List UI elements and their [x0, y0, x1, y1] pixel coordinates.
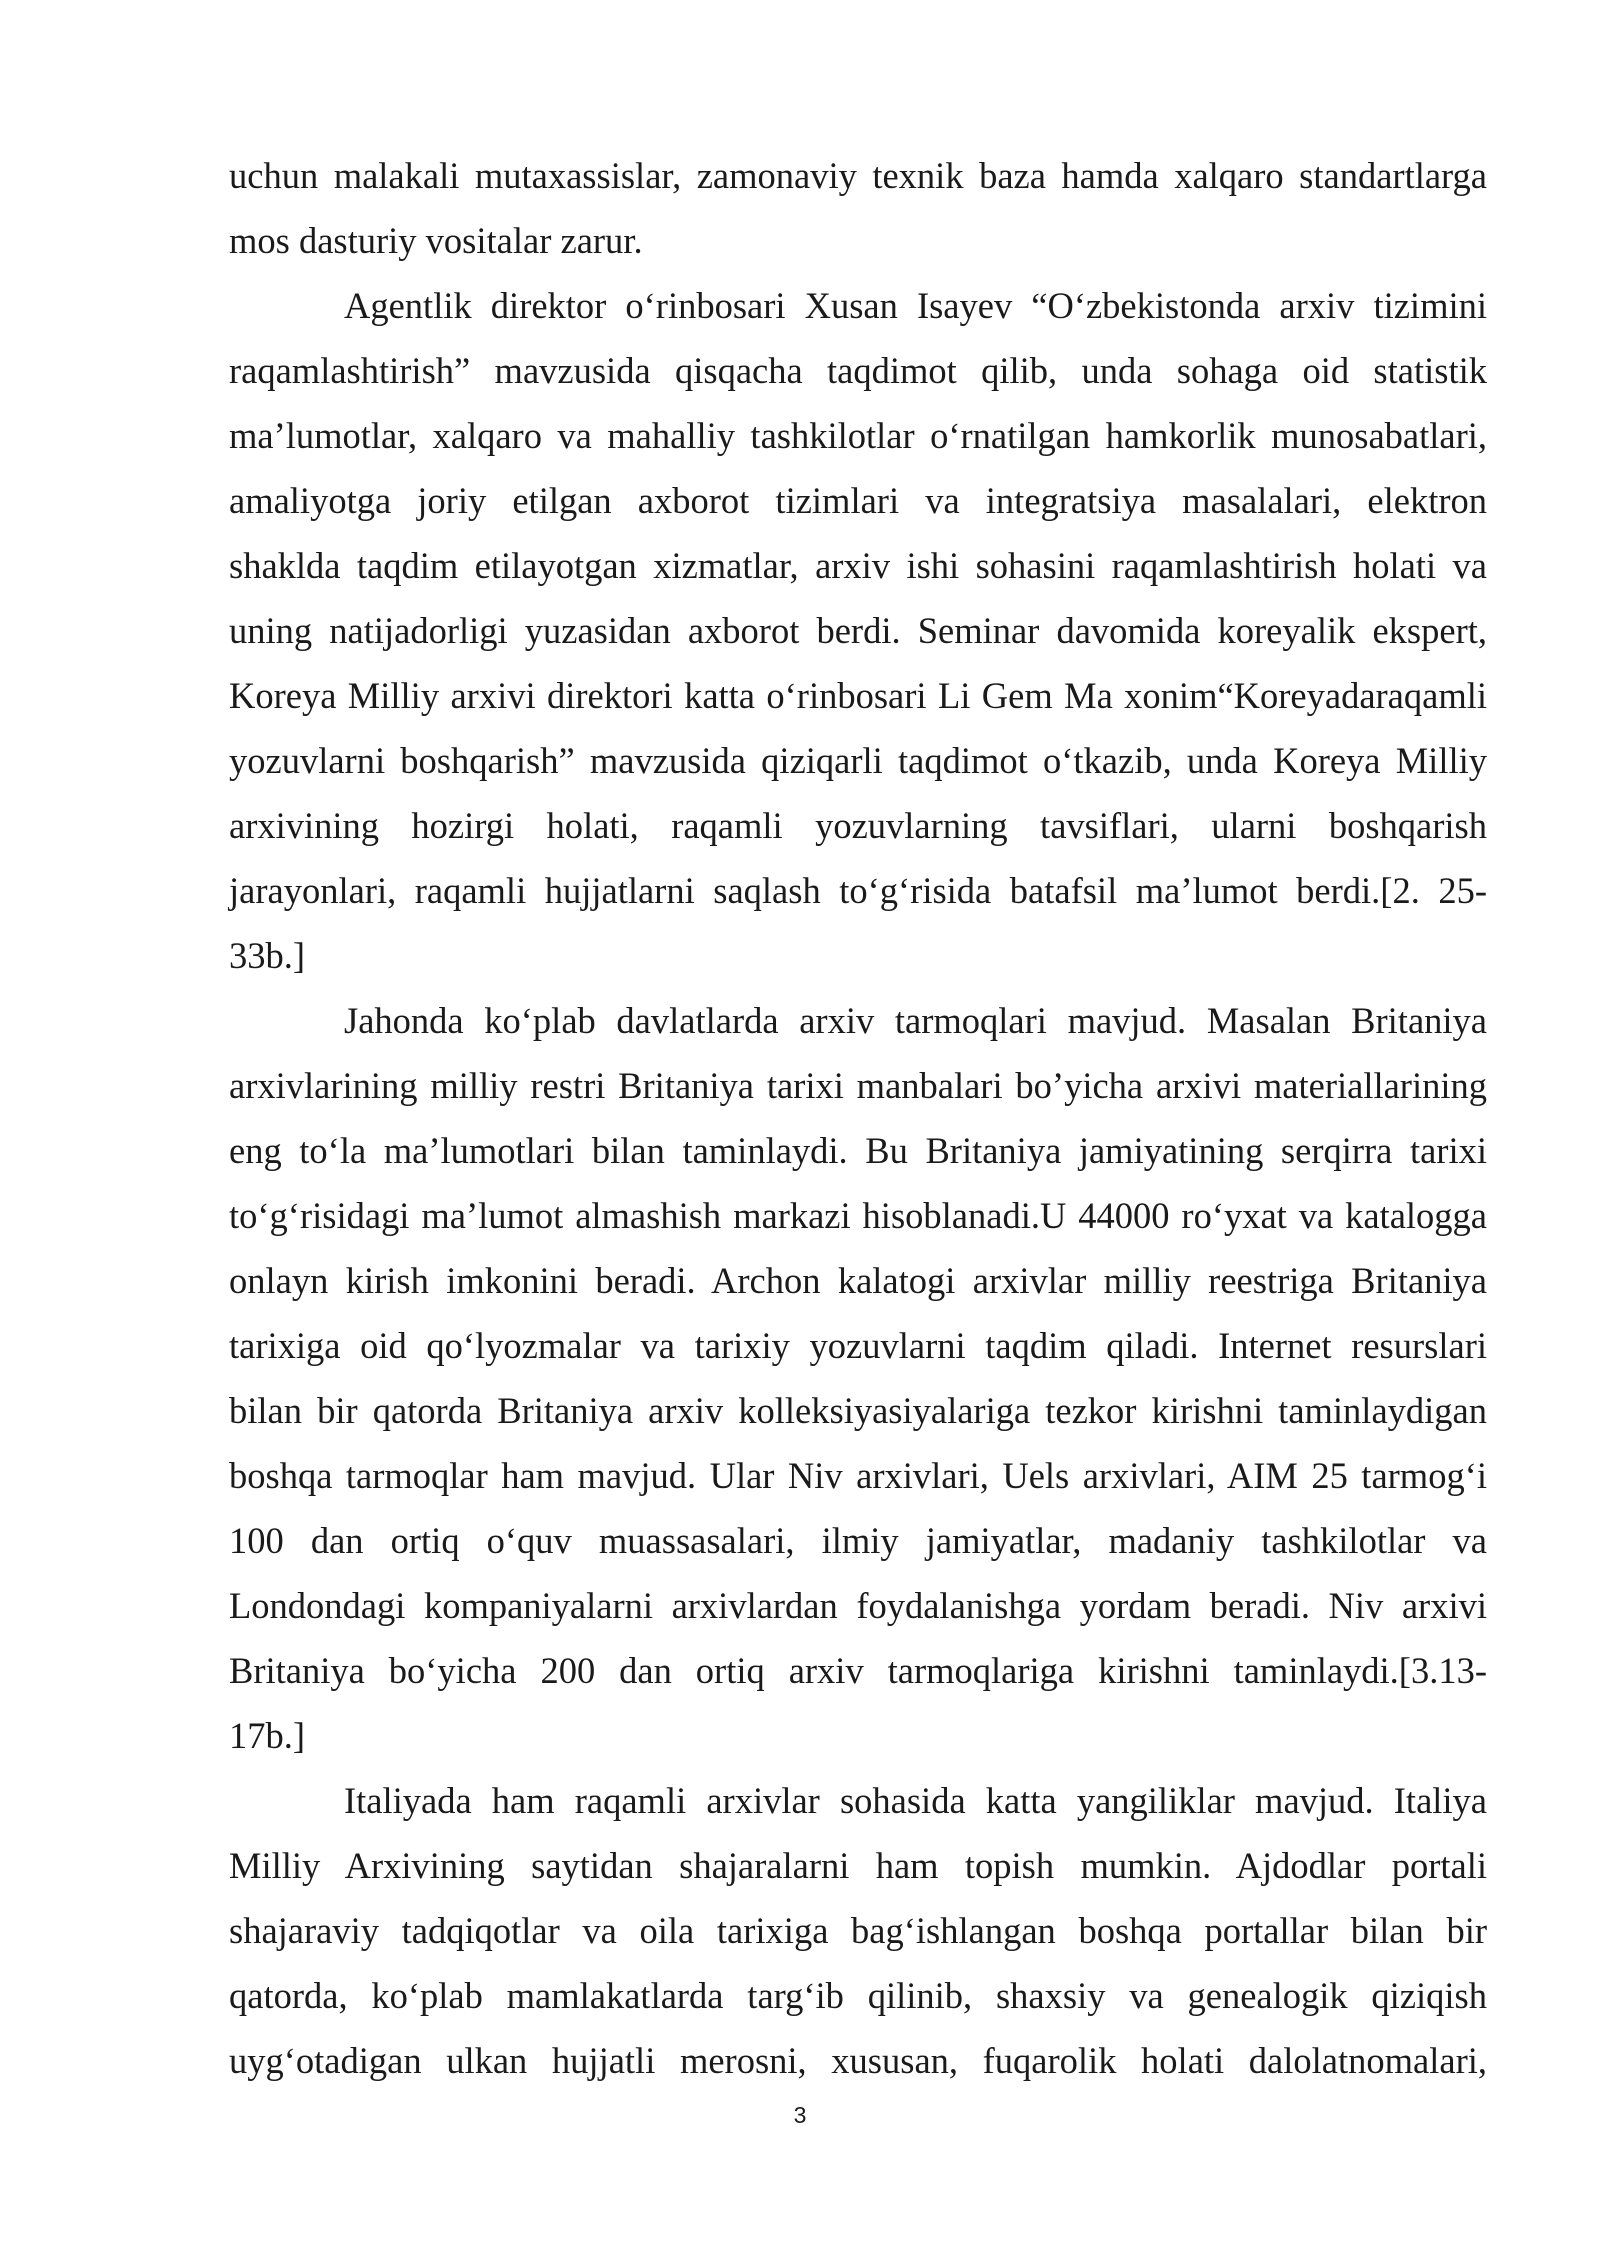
text-line: eng to‘la ma’lumotlari bilan taminlaydi. Bu Britaniya jamiyatining serqirra tarixi — [229, 1130, 1487, 1171]
text-line: mos dasturiy vositalar zarur. — [229, 220, 643, 261]
text-line: shajaraviy tadqiqotlar va oila tarixiga bag‘ishlangan boshqa portallar bilan bir — [229, 1910, 1487, 1951]
text-line: arxivining hozirgi holati, raqamli yozuvlarning tavsiflari, ularni boshqarish — [229, 805, 1487, 846]
document-body — [229, 143, 1487, 2093]
text-line: jarayonlari, raqamli hujjatlarni saqlash to‘g‘risida batafsil ma’lumot berdi.[2. 25- — [229, 870, 1487, 911]
text-line: tarixiga oid qo‘lyozmalar va tarixiy yozuvlarni taqdim qiladi. Internet resurslari — [229, 1325, 1487, 1366]
text-line: 33b.] — [229, 935, 306, 976]
text-line: raqamlashtirish” mavzusida qisqacha taqdimot qilib, unda sohaga oid statistik — [229, 350, 1487, 391]
text-line: Agentlik direktor o‘rinbosari Xusan Isayev “O‘zbekistonda arxiv tizimini — [344, 285, 1487, 326]
text-line: to‘g‘risidagi ma’lumot almashish markazi hisoblanadi.U 44000 ro‘yxat va katalogga — [229, 1195, 1487, 1236]
text-line: Jahonda ko‘plab davlatlarda arxiv tarmoqlari mavjud. Masalan Britaniya — [344, 1000, 1487, 1041]
page-number: 3 — [793, 2102, 807, 2128]
paragraph — [229, 143, 1487, 273]
text-line: uchun malakali mutaxassislar, zamonaviy texnik baza hamda xalqaro standartlarga — [229, 155, 1487, 196]
text-line: shaklda taqdim etilayotgan xizmatlar, arxiv ishi sohasini raqamlashtirish holati va — [229, 545, 1487, 586]
text-line: 17b.] — [229, 1715, 306, 1756]
text-line: boshqa tarmoqlar ham mavjud. Ular Niv arxivlari, Uels arxivlari, AIM 25 tarmog‘i — [229, 1455, 1487, 1496]
text-line: amaliyotga joriy etilgan axborot tizimlari va integratsiya masalalari, elektron — [229, 480, 1487, 521]
paragraph — [229, 273, 1487, 988]
text-line: ma’lumotlar, xalqaro va mahalliy tashkilotlar o‘rnatilgan hamkorlik munosabatlari, — [229, 415, 1487, 456]
text-line: Italiyada ham raqamli arxivlar sohasida katta yangiliklar mavjud. Italiya — [344, 1780, 1487, 1821]
paragraph — [229, 988, 1487, 1768]
paragraph — [229, 1768, 1487, 2093]
text-line: qatorda, ko‘plab mamlakatlarda targ‘ib qilinib, shaxsiy va genealogik qiziqish — [229, 1975, 1487, 2016]
text-line: Koreya Milliy arxivi direktori katta o‘rinbosari Li Gem Ma xonim“Koreyadaraqamli — [229, 675, 1487, 716]
text-line: Milliy Arxivining saytidan shajaralarni ham topish mumkin. Ajdodlar portali — [229, 1845, 1487, 1886]
text-line: uning natijadorligi yuzasidan axborot berdi. Seminar davomida koreyalik ekspert, — [229, 610, 1487, 651]
text-line: yozuvlarni boshqarish” mavzusida qiziqarli taqdimot o‘tkazib, unda Koreya Milliy — [229, 740, 1487, 781]
text-line: 100 dan ortiq o‘quv muassasalari, ilmiy jamiyatlar, madaniy tashkilotlar va — [229, 1520, 1487, 1561]
text-line: uyg‘otadigan ulkan hujjatli merosni, xususan, fuqarolik holati dalolatnomalari, — [229, 2040, 1487, 2081]
text-line: onlayn kirish imkonini beradi. Archon kalatogi arxivlar milliy reestriga Britaniya — [229, 1260, 1487, 1301]
text-line: bilan bir qatorda Britaniya arxiv kolleksiyasiyalariga tezkor kirishni taminlaydigan — [229, 1390, 1487, 1431]
text-line: arxivlarining milliy restri Britaniya tarixi manbalari bo’yicha arxivi materiallarining — [229, 1065, 1487, 1106]
text-line: Londondagi kompaniyalarni arxivlardan foydalanishga yordam beradi. Niv arxivi — [229, 1585, 1487, 1626]
paragraph-container — [229, 143, 1487, 2093]
text-line: Britaniya bo‘yicha 200 dan ortiq arxiv tarmoqlariga kirishni taminlaydi.[3.13- — [229, 1650, 1487, 1691]
